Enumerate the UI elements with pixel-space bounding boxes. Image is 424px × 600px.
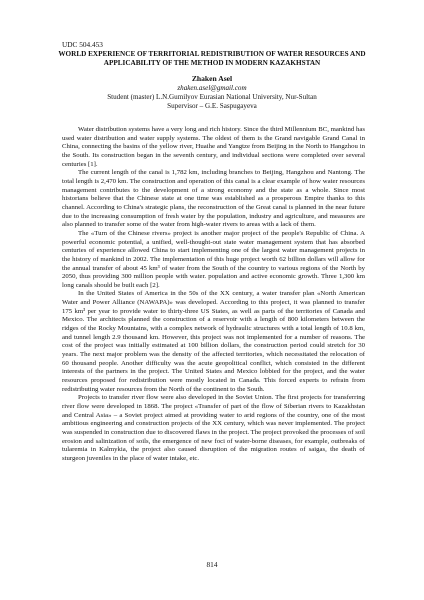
body-paragraph: Water distribution systems have a very long and rich history. Since the third Millennium BC, mankind has used water distribution and water supply systems. The oldest of them is the Grand navigable Grand Canal in China, connecting the basins of the yellow river, Huaihe and Yangtze from Beijing in the North to Hangzhou in the South. Its construction began in the seventh century, and individual sections were completed over several centuries [1].: [62, 126, 365, 168]
author-affiliation: Student (master) L.N.Gumilyov Eurasian National University, Nur-Sultan: [107, 93, 317, 102]
author-supervisor: Supervisor – G.E. Saspugayeva: [167, 102, 257, 111]
page-number: 814: [206, 560, 218, 569]
body-paragraph: The «Turn of the Chinese rivers» project is another major project of the people's Republic of China. A powerful economic potential, a unified, well-thought-out state water management system that has absorbed centuries of experience allowed China to start implementing one of the largest water management projects in the history of mankind in 2002. The implementation of this huge project worth 62 billion dollars will allow for the annual transfer of about 45 km³ of water from the South of the country to various regions of the North by 2050, thus providing 300 million people with water. population and active economic growth. Three 1,300 km long canals should be built each [2].: [62, 229, 365, 289]
author-email[interactable]: zhaken.asel@gmail.com: [177, 84, 247, 93]
body-paragraph: The current length of the canal is 1,782 km, including branches to Beijing, Hangzhou and Nantong. The total length is 2,470 km. The construction and operation of this canal is a clear example of how water resources management contributes to the development of a strong economy and the state as a whole. Since most historians believe that the Chinese state at one time was established as a prosperous Empire thanks to this channel. According to China's strategic plans, the reconstruction of the Great canal is planned in the near future due to the increasing consumption of fresh water by the population, industry and agriculture, and measures are also planned to transfer some of the water from high-water rivers to areas with a lack of them.: [62, 169, 365, 229]
article-body: [62, 126, 365, 464]
body-paragraph: Projects to transfer river flow were also developed in the Soviet Union. The first projects for transferring river flow were developed in 1868. The project «Transfer of part of the flow of Siberian rivers to Kazakhstan and Central Asia» – a Soviet project aimed at providing water to arid regions of the country, one of the most ambitious engineering and construction projects of the XX century, which was never implemented. The project was suspended in construction due to discovered flaws in the project. The project provoked the processes of soil erosion and salinization of soils, the emergence of new foci of water-borne diseases, for example, outbreaks of tularemia in Kalmykia, the project also caused disruption of the migration routes of saigas, the death of sturgeon juveniles in the place of water intake, etc.: [62, 394, 365, 462]
body-paragraph: In the United States of America in the 50s of the XX century, a water transfer plan «North American Water and Power Alliance (NAWAPA)» was developed. According to this project, it was planned to transfer 175 km³ per year to provide water to thirty-three US States, as well as parts of the territories of Canada and Mexico. The architects planned the construction of a reservoir with a length of 800 kilometers between the ridges of the Rocky Mountains, with a complex network of hydraulic structures with a total length of 10.8 km, and tunnel length 2.9 thousand km. However, this project was not implemented for a number of reasons. The cost of the project was initially estimated at 100 billion dollars, the construction period could stretch for 30 years. The next major problem was the density of the affected territories, which necessitated the relocation of 60 thousand people. Another difficulty was the acute geopolitical conflict, which consisted in the different interests of the partners in the project. The United States and Mexico lobbied for the project, and the water resources proposed for redistribution were mostly located in Canada. This forced experts to refrain from redistributing water resources from the North of the continent to the South.: [62, 290, 365, 393]
paper-title: WORLD EXPERIENCE OF TERRITORIAL REDISTRIBUTION OF WATER RESOURCES AND APPLICABILITY OF THE METHOD IN MODERN KAZAKHSTAN: [58, 50, 366, 68]
author-name: Zhaken Asel: [191, 74, 233, 83]
author-block: [40, 74, 384, 111]
udc-code: UDC 504.453: [62, 40, 103, 49]
